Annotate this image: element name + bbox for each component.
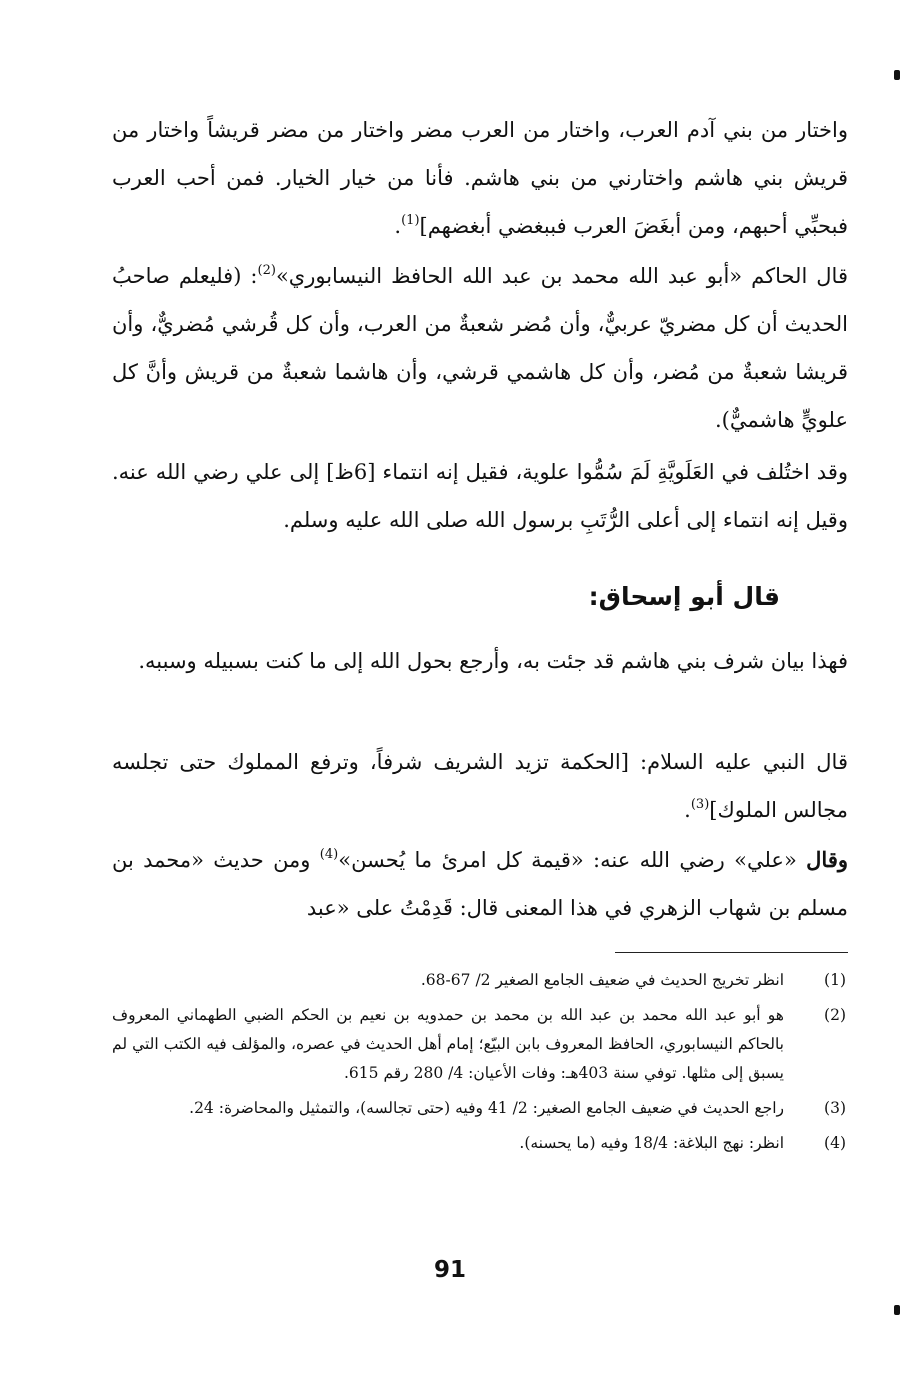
paragraph-hadith-arabs [112,106,848,250]
paragraph-alawiyya [112,448,848,544]
footnote-text: انظر تخريج الحديث في ضعيف الجامع الصغير 2/ 67-68. [420,971,784,989]
paragraph-hikma [112,738,848,834]
margin-mark [894,70,900,80]
footnote-number: (2) [824,1006,846,1024]
footnote-ref-3: (3) [690,797,710,812]
footnote-text: راجع الحديث في ضعيف الجامع الصغير: 2/ 41 وفيه (حتى تجالسه)، والتمثيل والمحاضرة: 24. [189,1099,784,1117]
paragraph-text: قال النبي عليه السلام: [الحكمة تزيد الشريف شرفاً، وترفع المملوك حتى تجلسه مجالس الملوك] [112,750,848,822]
paragraph-ali-quote [112,836,848,932]
footnote-number: (1) [824,971,846,989]
footnote-number: (3) [824,1099,846,1117]
paragraph-text: «علي» رضي الله عنه: «قيمة كل امرئ ما يُحسن» [338,848,797,872]
footnote-item [112,966,848,995]
paragraph-text: وقد اختُلف في العَلَويَّةِ لَمَ سُمُّوا علوية، فقيل إنه انتماء [6ظ] إلى علي رضي الله عنه. وقيل إنه انتماء إلى أعلى الرُّتَبِ برسول الله صلى الله عليه وسلم. [112,460,849,532]
paragraph-text-rest: ومن حديث «محمد بن مسلم بن شهاب الزهري في هذا المعنى قال: قَدِمْتُ على «عبد [112,848,848,920]
paragraph-hakim-quote [112,252,848,444]
footnote-number: (4) [824,1134,846,1152]
footnote-ref-4: (4) [319,847,339,862]
paragraph-end: . [394,214,402,238]
footnote-text: هو أبو عبد الله محمد بن عبد الله بن محمد بن حمدويه بن نعيم بن الحكم الضبي الطهماني المعروف بالحاكم النيسابوري، الحافظ المعروف بابن البيّع؛ إمام أهل الحديث في عصره، والمؤلف فيه الكتب التي لم يسبق إلى مثلها. توفي سنة 403هـ: وفات الأعيان: 4/ 280 رقم 615. [112,1006,784,1082]
paragraph-text: واختار من بني آدم العرب، واختار من العرب مضر واختار من مضر قريشاً واختار من قريش بني هاشم واختارني من بني هاشم. فأنا من خيار الخيار. فمن أحب العرب فبحبِّي أحبهم، ومن أبغَضَ العرب فببغضي أبغضهم] [112,118,848,238]
footnote-text: انظر: نهج البلاغة: 18/4 وفيه (ما يحسنه). [519,1134,784,1152]
paragraph-text: فهذا بيان شرف بني هاشم قد جئت به، وأرجع بحول الله إلى ما كنت بسبيله وسببه. [138,649,848,673]
paragraph-bani-hashim [112,637,848,685]
paragraph-end: . [684,798,691,822]
paragraph-bold-lead: وقال [806,847,848,872]
section-heading: قال أبو إسحاق: [588,582,780,611]
footnote-item [112,1001,848,1088]
footnote-ref-1: (1) [401,213,420,228]
footnote-item [112,1129,848,1158]
footnotes [112,966,848,1164]
footnote-divider [615,952,848,953]
paragraph-lead: قال الحاكم «أبو عبد الله محمد بن عبد الله الحافظ النيسابوري» [275,264,848,288]
footnote-ref-2: (2) [257,263,276,278]
page-number: 91 [433,1257,466,1283]
margin-mark [894,1305,900,1315]
footnote-item [112,1094,848,1123]
paragraph-text: : (فليعلم صاحبُ الحديث أن كل مضريّ عربيٌّ، وأن مُضر شعبةٌ من العرب، وأن كل قُرشي مُضريٌّ، وأن قريشا شعبةٌ من مُضر، وأن كل هاشمي قرشي، وأن هاشما شعبةٌ من قريش وأنَّ كل علويٍّ هاشميٌّ). [112,264,848,432]
